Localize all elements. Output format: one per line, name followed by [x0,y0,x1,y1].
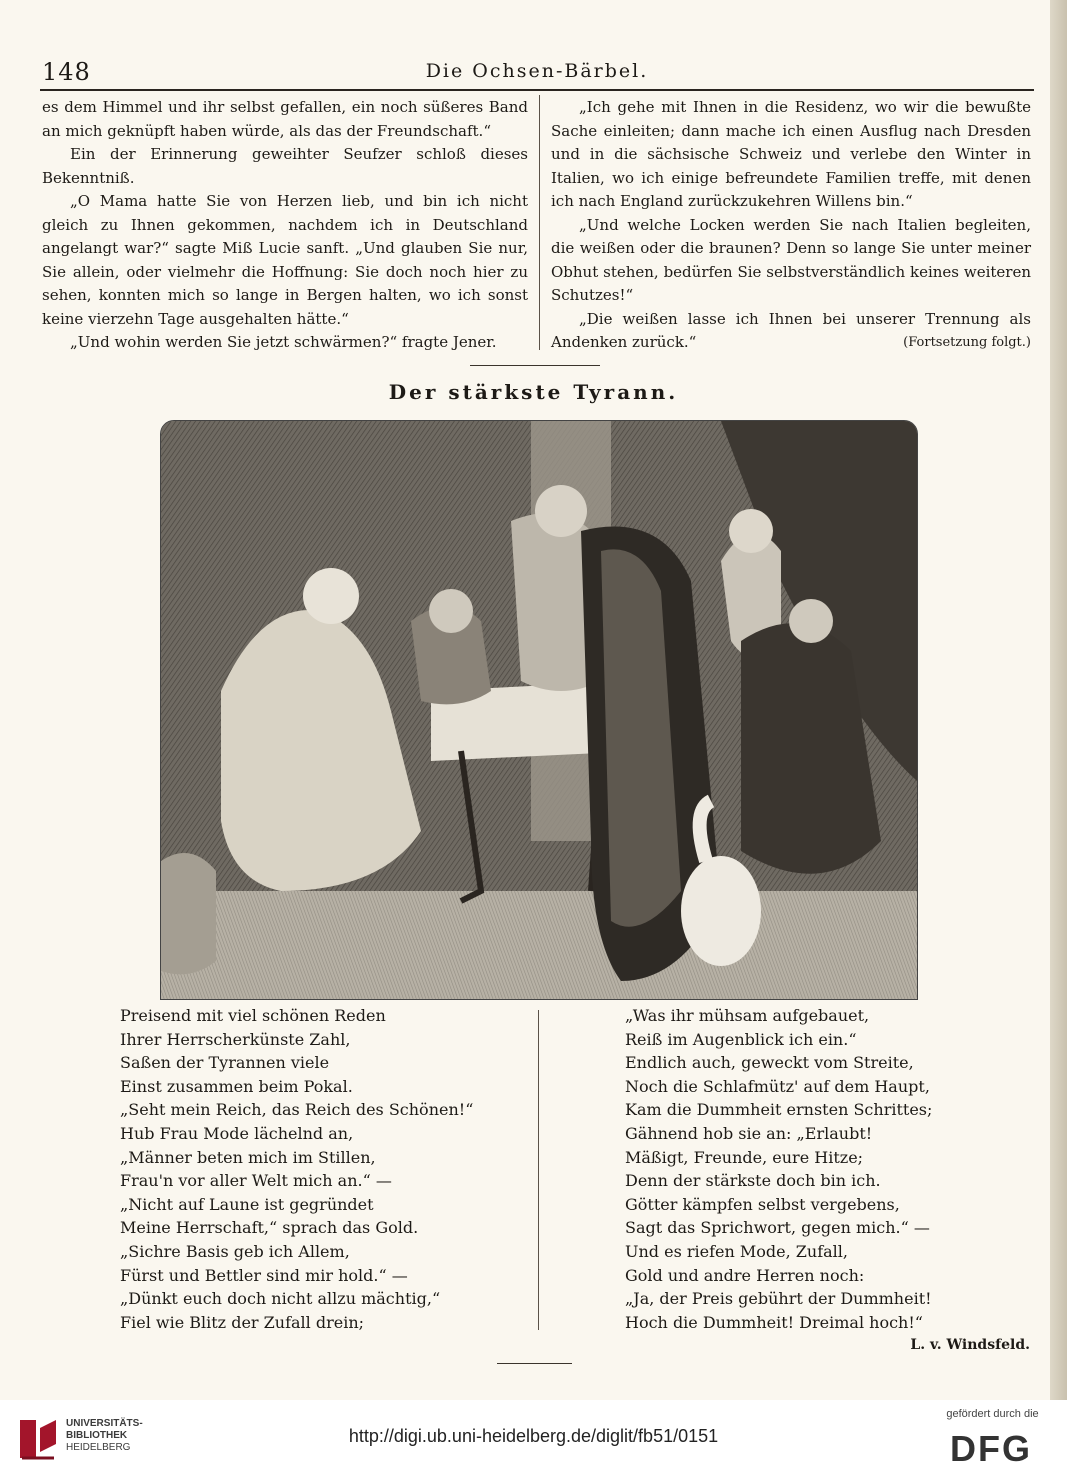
running-title: Die Ochsen-Bärbel. [425,60,649,82]
poem-divider [538,1010,539,1330]
header-rule [40,89,1034,91]
page-header [42,58,1032,90]
poem-line: „Sichre Basis geb ich Allem, [120,1241,350,1261]
vase [161,853,216,974]
poem-column-left [120,1004,530,1334]
goose [681,856,761,966]
engraving-illustration [160,420,918,1000]
library-name-line: UNIVERSITÄTS- [66,1418,143,1429]
article-paragraph-text: „Die weißen lasse ich Ihnen bei unserer Trennung als Andenken zurück.“ [551,309,1031,351]
library-name-line: BIBLIOTHEK [66,1430,128,1441]
engraving-svg [161,421,917,999]
article-paragraph: „Und wohin werden Sie jetzt schwärmen?“ fragte Jener. [70,333,497,351]
poem-line: „Dünkt euch doch nicht allzu mächtig,“ [120,1289,441,1309]
poem-line: Götter kämpfen selbst vergebens, [625,1194,900,1214]
section-rule [470,365,600,366]
poem-line: Denn der stärkste doch bin ich. [625,1171,881,1191]
poem-line: Und es riefen Mode, Zufall, [625,1241,848,1261]
poem-line: „Seht mein Reich, das Reich des Schönen!“ [120,1100,474,1120]
poem-line: Saßen der Tyrannen viele [120,1053,330,1073]
permalink-url[interactable]: http://digi.ub.uni-heidelberg.de/diglit/fb51/0151 [348,1426,719,1446]
poem-line: Fürst und Bettler sind mir hold.“ — [120,1265,408,1285]
poem-line: „Was ihr mühsam aufgebauet, [625,1006,870,1025]
article-paragraph: es dem Himmel und ihr selbst gefallen, ein noch süßeres Band an mich geknüpft haben würde, als das der Freundschaft.“ [42,98,528,140]
poem-line: Gähnend hob sie an: „Erlaubt! [625,1123,873,1143]
article-paragraph: Ein der Erinnerung geweihter Seufzer schloß dieses Bekenntniß. [42,145,528,187]
poem-line: Hoch die Dummheit! Dreimal hoch!“ [625,1312,923,1332]
poem-line: Mäßigt, Freunde, eure Hitze; [625,1147,864,1167]
continuation-note: (Fortsetzung folgt.) [903,335,1031,350]
viewer-footer [0,1400,1067,1480]
article-column-left [42,96,528,355]
column-divider [539,95,540,350]
library-name-line: HEIDELBERG [66,1442,131,1453]
article-paragraph: „Und welche Locken werden Sie nach Italien begleiten, die weißen oder die braunen? Denn so lange Sie unter meiner Obhut stehen, bedürfen Sie selbstverständlich keines weiteren Schutzes!“ [551,215,1031,304]
poem-column-right [625,1004,1035,1334]
poem-line: Preisend mit viel schönen Reden [120,1006,386,1025]
poem-line: „Ja, der Preis gebührt der Dummheit! [625,1289,932,1309]
article-column-right [551,96,1031,355]
funder-label: gefördert durch die [946,1408,1039,1420]
page-edge [1050,0,1067,1400]
dfg-logo-icon[interactable]: DFG [950,1428,1032,1469]
poem-line: Einst zusammen beim Pokal. [120,1076,353,1096]
poem-line: „Männer beten mich im Stillen, [120,1147,376,1167]
poem-line: Reiß im Augenblick ich ein.“ [625,1029,857,1049]
poem-line: Sagt das Sprichwort, gegen mich.“ — [625,1218,930,1238]
poem-line: Meine Herrschaft,“ sprach das Gold. [120,1218,419,1238]
poem-line: Frau'n vor aller Welt mich an.“ — [120,1171,392,1191]
article-paragraph [551,308,1031,355]
poem-line: Hub Frau Mode lächelnd an, [120,1123,354,1143]
poem-line: Noch die Schlafmütz' auf dem Haupt, [625,1076,930,1096]
poem-line: Gold und andre Herren noch: [625,1265,865,1285]
poem-line: Fiel wie Blitz der Zufall drein; [120,1312,365,1332]
article-paragraph: „Ich gehe mit Ihnen in die Residenz, wo wir die bewußte Sache einleiten; dann mache ich einen Ausflug nach Dresden und in die sächsische Schweiz und verlebe den Winter in Italien, wo ich einige befreundete Familien treffe, mit denen ich nach England zurückzukehren Willens bin.“ [551,98,1031,210]
page-number: 148 [42,58,91,86]
figure-fashion-head [303,568,359,624]
poem-line: Kam die Dummheit ernsten Schrittes; [625,1100,933,1120]
bottom-rule [497,1363,572,1364]
section-title: Der stärkste Tyrann. [388,380,679,404]
poem-line: Ihrer Herrscherkünste Zahl, [120,1029,351,1049]
poem-line: „Nicht auf Laune ist gegründet [120,1194,374,1214]
poem-line: Endlich auch, geweckt vom Streite, [625,1053,914,1073]
article-paragraph: „O Mama hatte Sie von Herzen lieb, und bin ich nicht gleich zu Ihnen gekommen, nachdem ich in Deutschland angelangt war?“ sagte Miß Lucie sanft. „Und glauben Sie nur, Sie allein, oder vielmehr die Hoffnung: Sie doch noch hier zu sehen, konnten mich so lange in Bergen halten, wo ich sonst keine vierzehn Tage ausgehalten hätte.“ [42,192,528,328]
author-signature: L. v. Windsfeld. [910,1337,1030,1353]
